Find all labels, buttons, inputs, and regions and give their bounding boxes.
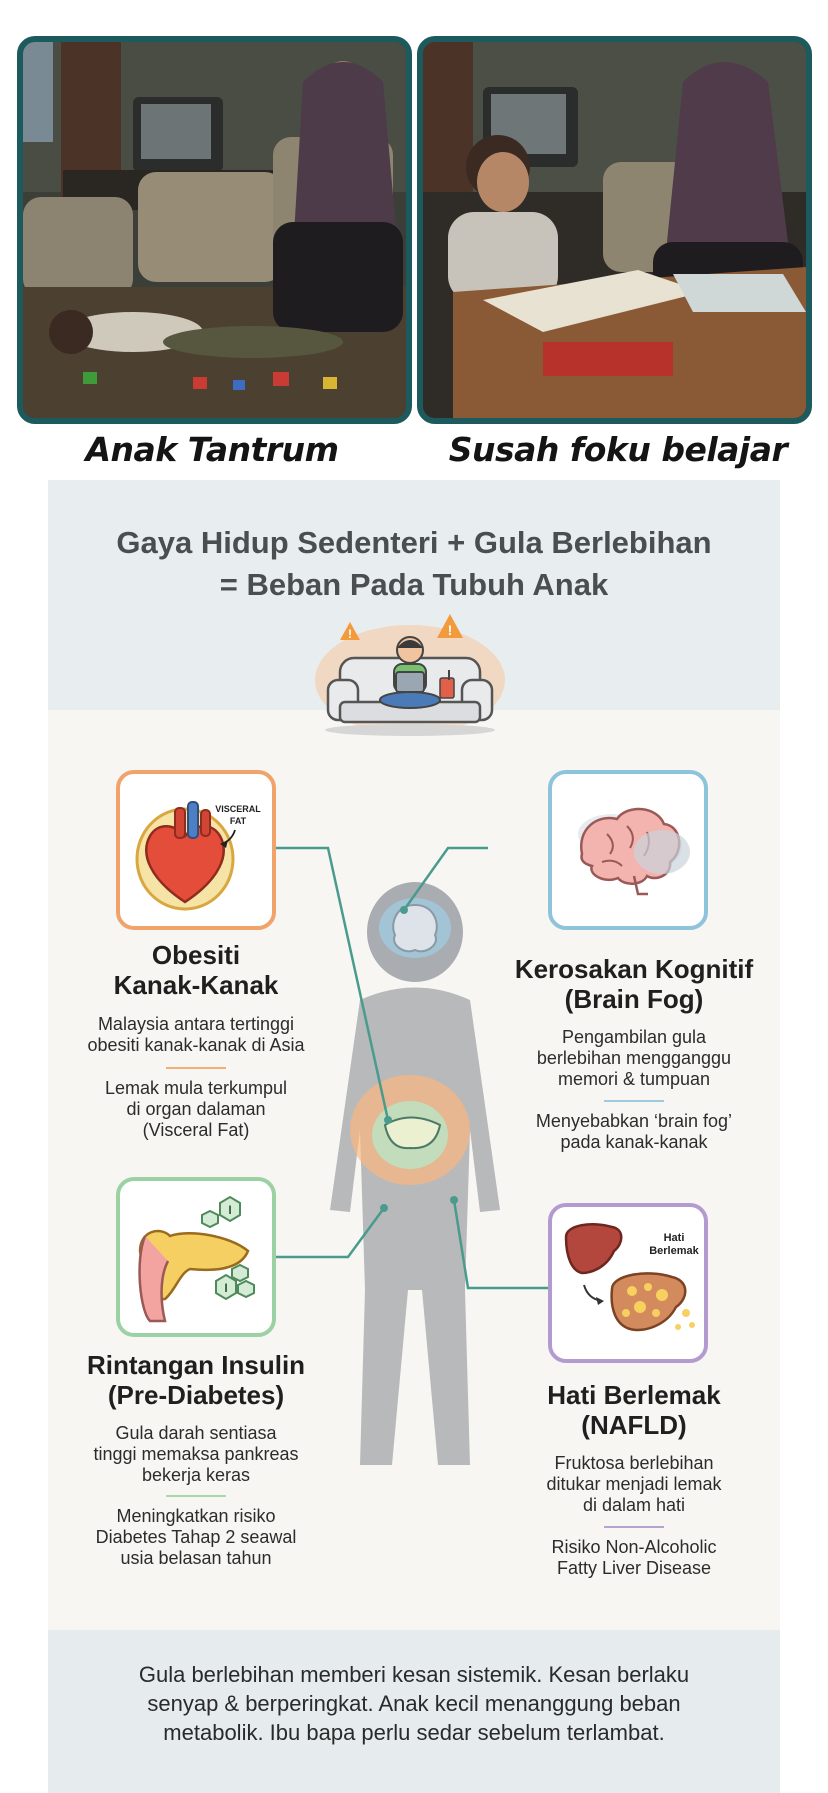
liver-point-2 [494,1537,774,1579]
obesity-heading-line-2: Kanak-Kanak [113,970,279,1000]
cognitive-heading [488,954,780,1014]
title-line-2: = Beban Pada Tubuh Anak [219,567,609,602]
cognitive-divider [604,1100,664,1102]
liver-divider [604,1526,664,1528]
cognitive-point-1-line-1: Pengambilan gula [561,1027,707,1047]
obesity-card [116,770,276,930]
insulin-divider [166,1495,226,1497]
cognitive-point-2-line-2: pada kanak-kanak [560,1132,708,1152]
visceral-label-1: VISCERAL [215,804,261,814]
liver-point-2-line-2: Fatty Liver Disease [556,1558,712,1578]
insulin-letter-1: I [228,1203,232,1217]
liver-card [548,1203,708,1363]
liver-point-2-line-1: Risiko Non-Alcoholic [551,1537,717,1557]
liver-heading [508,1380,760,1440]
obesity-point-1-line-1: Malaysia antara tertinggi [97,1014,295,1034]
cognitive-point-1-line-3: memori & tumpuan [557,1069,711,1089]
liver-heading-line-1: Hati Berlemak [547,1380,721,1410]
studying-caption: Susah foku belajar [448,430,788,469]
liver-point-1 [494,1453,774,1516]
insulin-point-1-line-3: bekerja keras [141,1465,251,1485]
obesity-heading-line-1: Obesiti [151,940,241,970]
cognitive-point-2 [494,1111,774,1153]
insulin-point-2 [58,1506,334,1569]
insulin-point-1-line-1: Gula darah sentiasa [115,1423,277,1443]
insulin-point-2-line-3: usia belasan tahun [120,1548,272,1568]
liver-point-1-line-2: ditukar menjadi lemak [546,1474,722,1494]
footer-statement [88,1660,740,1747]
cognitive-point-1-line-2: berlebihan mengganggu [536,1048,732,1068]
svg-text:!: ! [348,627,352,641]
obesity-divider [166,1067,226,1069]
obesity-point-2-line-3: (Visceral Fat) [142,1120,250,1140]
infographic-panel [48,480,780,1793]
svg-text:!: ! [447,622,453,638]
insulin-card [116,1177,276,1337]
obesity-point-2-line-2: di organ dalaman [126,1099,266,1119]
cognitive-heading-line-1: Kerosakan Kognitif [514,954,754,984]
cognitive-heading-line-2: (Brain Fog) [564,984,704,1014]
obesity-point-2-line-1: Lemak mula terkumpul [104,1078,288,1098]
obesity-point-1 [58,1014,334,1056]
insulin-heading [68,1350,324,1410]
cognitive-point-1 [494,1027,774,1090]
obesity-heading [88,940,304,1000]
cognitive-point-2-line-1: Menyebabkan ‘brain fog’ [535,1111,733,1131]
insulin-point-1-line-2: tinggi memaksa pankreas [93,1444,299,1464]
fatty-liver-label-2: Berlemak [649,1245,699,1257]
insulin-point-2-line-2: Diabetes Tahap 2 seawal [95,1527,297,1547]
footer-line-1: Gula berlebihan memberi kesan sistemik. Kesan berlaku [138,1662,690,1687]
visceral-label-2: FAT [229,816,247,826]
liver-point-1-line-1: Fruktosa berlebihan [554,1453,714,1473]
insulin-point-1 [58,1423,334,1486]
liver-heading-line-2: (NAFLD) [581,1410,687,1440]
insulin-point-2-line-1: Meningkatkan risiko [116,1506,276,1526]
liver-point-1-line-3: di dalam hati [582,1495,686,1515]
footer-line-2: senyap & berperingkat. Anak kecil menanggung beban [147,1691,681,1716]
tantrum-photo [17,36,412,424]
obesity-point-2 [58,1078,334,1141]
cognitive-card [548,770,708,930]
insulin-heading-line-2: (Pre-Diabetes) [107,1380,285,1410]
tantrum-caption: Anak Tantrum [85,430,339,469]
title-line-1: Gaya Hidup Sedenteri + Gula Berlebihan [116,525,712,560]
studying-photo [417,36,812,424]
insulin-heading-line-1: Rintangan Insulin [86,1350,306,1380]
obesity-point-1-line-2: obesiti kanak-kanak di Asia [87,1035,305,1055]
fatty-liver-label-1: Hati [663,1232,685,1244]
footer-line-3: metabolik. Ibu bapa perlu sedar sebelum terlambat. [163,1720,665,1745]
insulin-letter-2: I [224,1281,228,1295]
